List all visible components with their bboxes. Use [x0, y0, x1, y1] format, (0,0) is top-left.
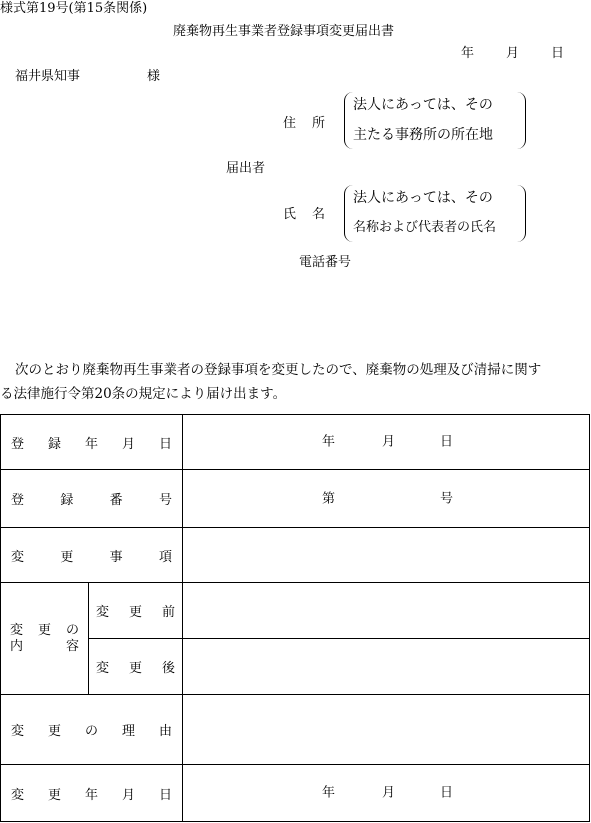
label-char: 更	[48, 724, 62, 739]
label-char: 後	[162, 661, 176, 676]
row-changed-item	[1, 528, 590, 583]
label-char: 年	[85, 436, 99, 452]
address-bracket-line-1: 法人にあっては、その	[353, 97, 493, 113]
label-char: 登	[11, 493, 25, 508]
label-char: 更	[129, 605, 143, 620]
label-char: 号	[158, 493, 172, 508]
change-details-table	[0, 414, 590, 822]
row-change-date	[1, 765, 590, 822]
date-year: 年	[461, 46, 475, 61]
address-bracket-line-2: 主たる事務所の所在地	[353, 127, 493, 143]
label-char: 月	[122, 436, 136, 452]
row-change-reason	[1, 695, 590, 765]
change-reason-value[interactable]	[183, 695, 590, 765]
body-text-line-2: る法律施行令第20条の規定により届け出ます。	[0, 386, 287, 402]
label-char: 容	[65, 639, 79, 654]
label-char: 更	[37, 623, 51, 638]
name-label-1: 氏	[283, 207, 297, 222]
name-bracket	[344, 185, 526, 242]
registration-date-day: 日	[440, 434, 454, 450]
label-char: 登	[11, 436, 25, 452]
label-char: 更	[48, 787, 62, 803]
addressee-name: 福井県知事	[15, 69, 81, 84]
name-bracket-line-2: 名称および代表者の氏名	[353, 220, 497, 235]
change-before-label	[89, 583, 183, 639]
label-char: 理	[122, 724, 136, 739]
change-date-value[interactable]	[183, 765, 590, 822]
label-char: の	[85, 724, 99, 739]
change-before-value[interactable]	[183, 583, 590, 639]
phone-label: 電話番号	[299, 255, 352, 270]
label-char: 日	[159, 787, 173, 803]
label-char: 年	[85, 787, 99, 803]
registration-number-prefix: 第	[322, 491, 336, 506]
body-text-line-1: 次のとおり廃棄物再生事業者の登録事項を変更したので、廃棄物の処理及び清掃に関す	[15, 362, 542, 378]
label-char: 番	[109, 493, 123, 508]
date-month: 月	[506, 46, 520, 61]
label-char: 事	[109, 549, 123, 565]
label-char: 録	[48, 436, 62, 452]
registration-number-label	[1, 470, 183, 528]
change-date-label	[1, 765, 183, 822]
name-bracket-line-1: 法人にあっては、その	[353, 190, 493, 206]
label-char: 録	[60, 493, 74, 508]
notifier-label: 届出者	[226, 161, 266, 176]
address-label-2: 所	[312, 116, 326, 131]
registration-number-suffix: 号	[440, 491, 454, 506]
label-char: 変	[11, 787, 25, 803]
registration-date-label	[1, 415, 183, 470]
change-after-label	[89, 639, 183, 695]
change-date-year: 年	[322, 785, 336, 801]
changed-item-label	[1, 528, 183, 583]
label-char: 項	[158, 549, 172, 565]
change-date-day: 日	[440, 785, 454, 801]
label-char: 更	[60, 549, 74, 565]
label-char: 更	[129, 661, 143, 676]
row-change-before	[1, 583, 590, 639]
row-change-after	[1, 639, 590, 695]
form-label: 様式第19号(第15条関係)	[0, 1, 148, 16]
row-registration-number	[1, 470, 590, 528]
address-bracket	[344, 92, 526, 149]
address-label-1: 住	[283, 116, 297, 131]
label-char: 変	[96, 605, 110, 620]
label-char: の	[65, 623, 79, 638]
change-reason-label	[1, 695, 183, 765]
label-char: 変	[10, 623, 24, 638]
registration-date-year: 年	[322, 434, 336, 450]
changed-item-value[interactable]	[183, 528, 590, 583]
label-char: 内	[10, 639, 24, 654]
change-after-value[interactable]	[183, 639, 590, 695]
label-char: 変	[11, 549, 25, 565]
change-date-month: 月	[382, 785, 396, 801]
label-char: 月	[122, 787, 136, 803]
registration-date-month: 月	[382, 434, 396, 450]
label-char: 由	[159, 724, 173, 739]
label-char: 変	[11, 724, 25, 739]
row-registration-date	[1, 415, 590, 470]
change-content-label	[1, 583, 89, 695]
registration-date-value[interactable]	[183, 415, 590, 470]
name-label-2: 名	[312, 207, 326, 222]
label-char: 変	[96, 661, 110, 676]
addressee-honorific: 様	[147, 69, 161, 84]
label-char: 前	[162, 605, 176, 620]
registration-number-value[interactable]	[183, 470, 590, 528]
label-char: 日	[159, 436, 173, 452]
date-day: 日	[551, 46, 565, 61]
document-title: 廃棄物再生事業者登録事項変更届出書	[173, 24, 395, 39]
